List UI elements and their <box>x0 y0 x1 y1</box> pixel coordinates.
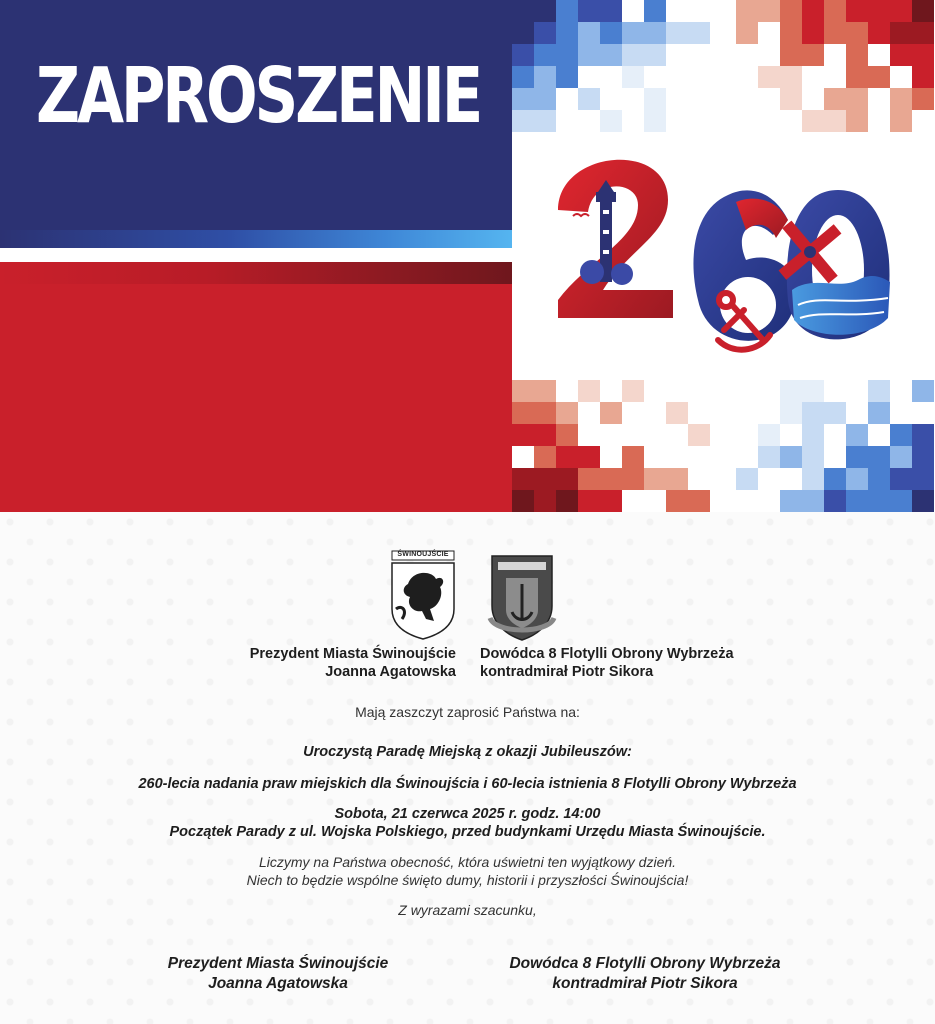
mosaic-pixel <box>802 380 824 402</box>
mosaic-pixel <box>534 424 556 446</box>
mosaic-pixel <box>868 446 890 468</box>
mosaic-pixel <box>802 402 824 424</box>
mosaic-pixel <box>534 490 556 512</box>
mosaic-pixel <box>780 44 802 66</box>
mosaic-pixel <box>890 110 912 132</box>
signature-left-name: Joanna Agatowska <box>208 975 348 992</box>
mosaic-pixel <box>868 22 890 44</box>
event-title: Uroczystą Paradę Miejską z okazji Jubileuszów: <box>303 744 632 760</box>
mosaic-pixel <box>534 66 556 88</box>
host-left-title: Prezydent Miasta Świnoujście <box>249 646 456 662</box>
mosaic-pixel <box>912 380 934 402</box>
mosaic-pixel <box>736 0 758 22</box>
mosaic-pixel <box>890 490 912 512</box>
mosaic-pixel <box>534 44 556 66</box>
mosaic-pixel <box>868 380 890 402</box>
regards: Z wyrazami szacunku, <box>398 902 537 918</box>
mosaic-pixel <box>578 380 600 402</box>
mosaic-pixel <box>600 110 622 132</box>
mosaic-pixel <box>534 0 556 22</box>
mosaic-pixel <box>890 22 912 44</box>
mosaic-pixel <box>600 22 622 44</box>
mosaic-pixel <box>556 44 578 66</box>
mosaic-pixel <box>824 88 846 110</box>
host-left <box>250 645 456 681</box>
mosaic-pixel <box>556 468 578 490</box>
mosaic-pixel <box>890 446 912 468</box>
mosaic-pixel <box>688 22 710 44</box>
blue-gradient-stripe <box>0 230 512 248</box>
navy-flotilla-crest-icon <box>486 550 558 642</box>
mosaic-pixel <box>912 22 934 44</box>
mosaic-pixel <box>556 22 578 44</box>
mosaic-pixel <box>578 22 600 44</box>
mosaic-pixel <box>512 380 534 402</box>
mosaic-pixel <box>600 44 622 66</box>
mosaic-pixel <box>912 44 934 66</box>
mosaic-pixel <box>890 468 912 490</box>
title-panel <box>0 0 512 248</box>
mosaic-pixel <box>846 88 868 110</box>
mosaic-pixel <box>780 66 802 88</box>
mosaic-pixel <box>666 22 688 44</box>
host-right-title: Dowódca 8 Flotylli Obrony Wybrzeża <box>480 646 734 662</box>
mosaic-pixel <box>666 468 688 490</box>
mosaic-pixel <box>802 110 824 132</box>
mosaic-pixel <box>802 424 824 446</box>
mosaic-pixel <box>622 44 644 66</box>
mosaic-pixel <box>824 110 846 132</box>
mosaic-pixel <box>644 44 666 66</box>
mosaic-pixel <box>780 22 802 44</box>
mosaic-pixel <box>846 468 868 490</box>
mosaic-pixel <box>556 446 578 468</box>
mosaic-pixel <box>868 0 890 22</box>
mosaic-pixel <box>780 0 802 22</box>
host-right-name: kontradmirał Piotr Sikora <box>480 664 654 680</box>
crest-city-label: ŚWINOUJŚCIE <box>397 551 449 558</box>
griffin-crest-icon <box>388 549 458 641</box>
mosaic-pixel <box>512 402 534 424</box>
mosaic-pixel <box>600 468 622 490</box>
mosaic-pixel <box>578 468 600 490</box>
mosaic-pixel <box>846 0 868 22</box>
mosaic-pixel <box>512 44 534 66</box>
event-place: Początek Parady z ul. Wojska Polskiego, przed budynkami Urzędu Miasta Świnoujście. <box>169 824 766 840</box>
mosaic-pixel <box>868 490 890 512</box>
anniversary-260-logo <box>548 140 898 370</box>
mosaic-pixel <box>578 88 600 110</box>
mosaic-pixel <box>780 88 802 110</box>
mosaic-pixel <box>556 490 578 512</box>
mosaic-pixel <box>534 468 556 490</box>
mosaic-pixel <box>846 424 868 446</box>
event-date: Sobota, 21 czerwca 2025 r. godz. 14:00 <box>334 806 601 822</box>
occasion-panel <box>0 262 512 512</box>
mosaic-pixel <box>846 490 868 512</box>
mosaic-pixel <box>578 0 600 22</box>
mosaic-pixel <box>512 22 534 44</box>
mosaic-pixel <box>578 446 600 468</box>
mosaic-pixel <box>758 446 780 468</box>
mosaic-pixel <box>824 490 846 512</box>
mosaic-pixel <box>780 380 802 402</box>
mosaic-pixel <box>556 424 578 446</box>
mosaic-pixel <box>644 0 666 22</box>
mosaic-pixel <box>868 66 890 88</box>
page-title: ZAPROSZENIE <box>36 52 481 141</box>
mosaic-pixel <box>644 468 666 490</box>
mosaic-pixel <box>512 88 534 110</box>
signature-left-title: Prezydent Miasta Świnoujście <box>167 955 389 972</box>
mosaic-pixel <box>512 0 534 22</box>
mosaic-pixel <box>622 446 644 468</box>
mosaic-pixel <box>600 402 622 424</box>
invitation-body <box>0 512 935 1024</box>
digit-0-icon <box>779 190 890 339</box>
mosaic-pixel <box>736 22 758 44</box>
mosaic-pixel <box>556 0 578 22</box>
mosaic-pixel <box>736 468 758 490</box>
mosaic-pixel <box>512 490 534 512</box>
mosaic-pixel <box>666 490 688 512</box>
signature-right-title: Dowódca 8 Flotylli Obrony Wybrzeża <box>509 955 781 972</box>
host-right <box>480 645 734 681</box>
mosaic-pixel <box>758 0 780 22</box>
mosaic-pixel <box>556 66 578 88</box>
mosaic-pixel <box>890 424 912 446</box>
mosaic-pixel <box>802 44 824 66</box>
mosaic-pixel <box>780 490 802 512</box>
mosaic-pixel <box>556 402 578 424</box>
mosaic-pixel <box>534 402 556 424</box>
mosaic-pixel <box>688 424 710 446</box>
mosaic-pixel <box>868 402 890 424</box>
mosaic-pixel <box>846 22 868 44</box>
closing-line-1: Liczymy na Państwa obecność, która uświetni ten wyjątkowy dzień. <box>258 854 677 870</box>
digit-2-icon <box>558 160 673 318</box>
mosaic-pixel <box>802 22 824 44</box>
mosaic-pixel <box>534 380 556 402</box>
signature-right <box>490 954 800 994</box>
mosaic-pixel <box>912 468 934 490</box>
signature-left <box>128 954 428 994</box>
signature-right-name: kontradmirał Piotr Sikora <box>552 975 738 992</box>
mosaic-pixel <box>824 402 846 424</box>
mosaic-pixel <box>512 66 534 88</box>
mosaic-pixel <box>868 468 890 490</box>
mosaic-pixel <box>622 22 644 44</box>
mosaic-pixel <box>666 402 688 424</box>
mosaic-pixel <box>912 0 934 22</box>
mosaic-pixel <box>512 468 534 490</box>
mosaic-pixel <box>758 424 780 446</box>
mosaic-pixel <box>512 110 534 132</box>
mosaic-pixel <box>802 0 824 22</box>
mosaic-pixel <box>846 446 868 468</box>
mosaic-pixel <box>534 88 556 110</box>
mosaic-pixel <box>912 88 934 110</box>
mosaic-pixel <box>534 22 556 44</box>
invitation-intro: Mają zaszczyt zaprosić Państwa na: <box>355 704 580 720</box>
mosaic-pixel <box>758 66 780 88</box>
mosaic-pixel <box>912 66 934 88</box>
mosaic-pixel <box>802 446 824 468</box>
mosaic-pixel <box>912 424 934 446</box>
mosaic-pixel <box>644 22 666 44</box>
mosaic-pixel <box>688 490 710 512</box>
mosaic-pixel <box>912 446 934 468</box>
mosaic-pixel <box>824 0 846 22</box>
mosaic-pixel <box>622 66 644 88</box>
mosaic-pixel <box>644 88 666 110</box>
event-subtitle: 260-lecia nadania praw miejskich dla Świnoujścia i 60-lecia istnienia 8 Flotylli Obrony Wybrzeża <box>138 776 797 792</box>
mosaic-pixel <box>846 44 868 66</box>
mosaic-pixel <box>578 490 600 512</box>
mosaic-pixel <box>600 490 622 512</box>
host-left-name: Joanna Agatowska <box>325 664 456 680</box>
mosaic-pixel <box>912 490 934 512</box>
mosaic-pixel <box>890 88 912 110</box>
mosaic-pixel <box>846 110 868 132</box>
mosaic-pixel <box>824 468 846 490</box>
mosaic-pixel <box>824 22 846 44</box>
mosaic-pixel <box>512 424 534 446</box>
mosaic-pixel <box>780 402 802 424</box>
mosaic-pixel <box>802 490 824 512</box>
mosaic-pixel <box>780 446 802 468</box>
mosaic-pixel <box>600 0 622 22</box>
mosaic-pixel <box>534 110 556 132</box>
red-gradient-stripe <box>0 262 512 284</box>
mosaic-pixel <box>578 44 600 66</box>
mosaic-pixel <box>644 110 666 132</box>
mosaic-pixel <box>534 446 556 468</box>
closing-line-2: Niech to będzie wspólne święto dumy, historii i przyszłości Świnoujścia! <box>246 872 689 888</box>
mosaic-pixel <box>890 44 912 66</box>
mosaic-pixel <box>622 380 644 402</box>
mosaic-pixel <box>846 66 868 88</box>
mosaic-pixel <box>890 0 912 22</box>
mosaic-pixel <box>622 468 644 490</box>
mosaic-pixel <box>802 468 824 490</box>
